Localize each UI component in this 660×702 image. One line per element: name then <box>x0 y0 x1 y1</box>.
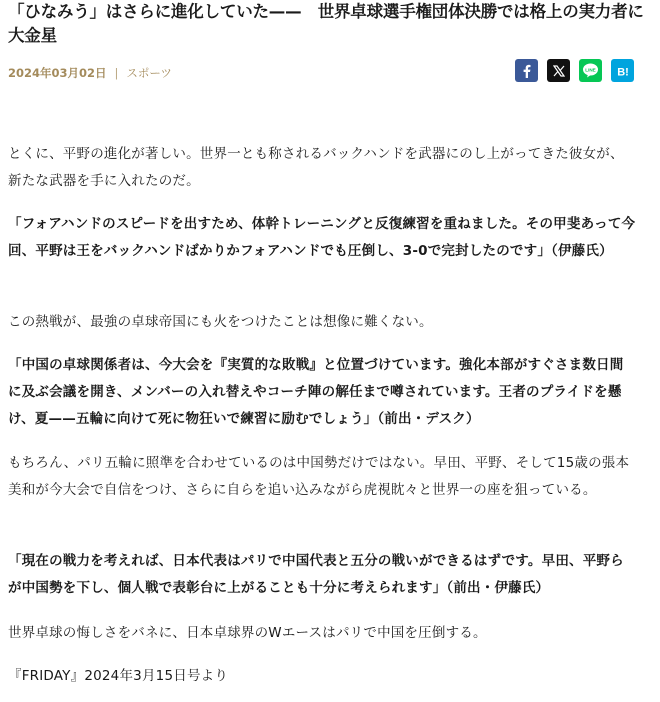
line-share-button[interactable] <box>579 59 602 82</box>
source-credit: 『FRIDAY』2024年3月15日号より <box>8 668 229 684</box>
article-title: 「ひなみう」はさらに進化していた—— 世界卓球選手権団体決勝では格上の実力者に大金星 <box>8 2 644 45</box>
quote-paragraph: 「現在の戦力を考えれば、日本代表はパリで中国代表と五分の戦いができるはずです。早田、平野らが中国勢を下し、個人戦で表彰台に上がることも十分に考えられます」（前出・伊藤氏） <box>8 553 624 596</box>
body-paragraph: とくに、平野の進化が著しい。世界一とも称されるバックハンドを武器にのし上がってきた彼女が、新たな武器を手に入れたのだ。 <box>8 146 624 189</box>
x-share-button[interactable] <box>547 59 570 82</box>
article-category[interactable]: スポーツ <box>126 66 172 80</box>
body-paragraph: もちろん、パリ五輪に照準を合わせているのは中国勢だけではない。早田、平野、そして15歳の張本美和が今大会で自信をつけ、さらに自らを追い込みながら虎視眈々と世界一の座を狙っている。 <box>8 455 630 498</box>
body-paragraph: 世界卓球の悔しさをバネに、日本卓球界のWエースはパリで中国を圧倒する。 <box>8 625 487 641</box>
share-buttons <box>515 59 634 82</box>
x-icon <box>553 65 565 77</box>
meta-separator: | <box>114 66 119 80</box>
quote-paragraph: 「中国の卓球関係者は、今大会を『実質的な敗戦』と位置づけています。強化本部がすぐさま数日間に及ぶ会議を開き、メンバーの入れ替えやコーチ陣の解任まで噂されています。王者のプライドを懸け、夏——五輪に向けて死に物狂いで練習に励むでしょう」（前出・デスク） <box>8 357 624 427</box>
svg-text:LINE: LINE <box>585 67 596 73</box>
quote-paragraph: 「フォアハンドのスピードを出すため、体幹トレーニングと反復練習を重ねました。その甲斐あって今回、平野は王をバックハンドばかりかフォアハンドでも圧倒し、3-0で完封したのです」（伊藤氏） <box>8 216 636 259</box>
article-meta <box>8 65 172 81</box>
body-paragraph: この熱戦が、最強の卓球帝国にも火をつけたことは想像に難くない。 <box>8 314 433 330</box>
hatena-bookmark-icon <box>615 65 631 77</box>
hatena-share-button[interactable] <box>611 59 634 82</box>
svg-text:B!: B! <box>616 66 629 77</box>
facebook-share-button[interactable] <box>515 59 538 82</box>
line-icon <box>582 63 599 78</box>
article-date: 2024年03月02日 <box>8 66 107 80</box>
facebook-icon <box>520 64 534 78</box>
